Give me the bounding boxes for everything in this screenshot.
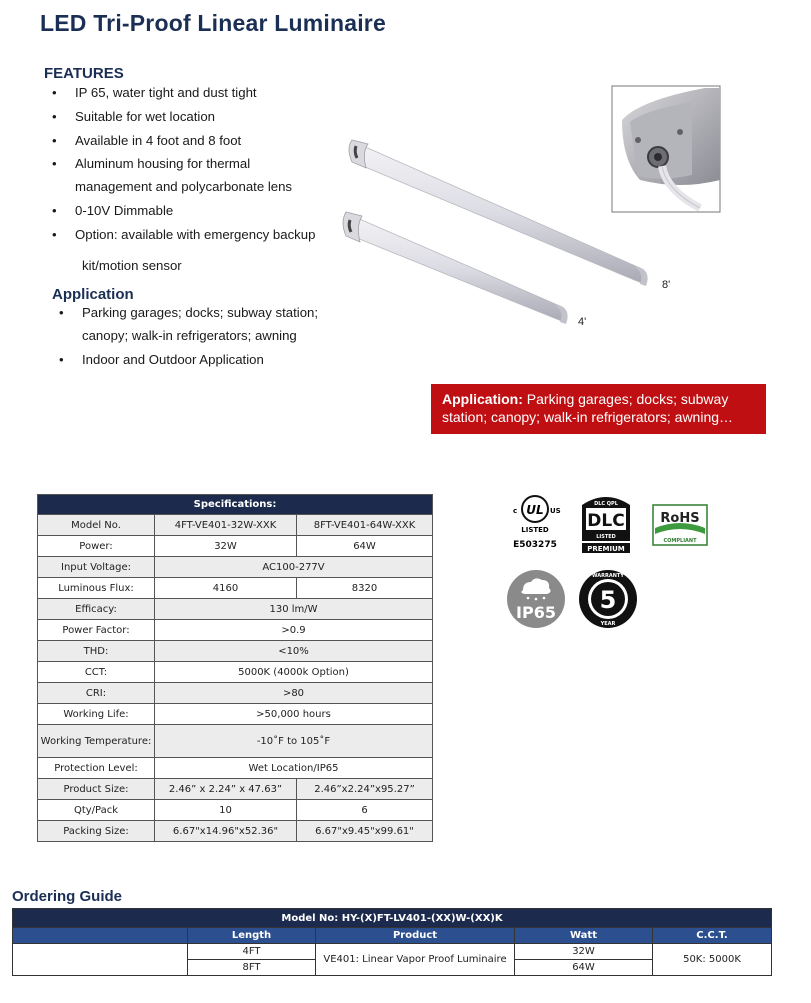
banner-text-line2: station; canopy; walk-in refrigerators; awning… bbox=[442, 409, 734, 425]
bullet: • bbox=[52, 85, 57, 100]
spec-value-4ft: 10 bbox=[155, 800, 297, 821]
table-header-row bbox=[38, 495, 433, 515]
spec-label: Working Life: bbox=[38, 704, 155, 725]
svg-text:WARRANTY: WARRANTY bbox=[592, 573, 624, 579]
specifications-header: Specifications: bbox=[38, 495, 433, 515]
spec-value: 5000K (4000k Option) bbox=[155, 662, 433, 683]
table-row bbox=[38, 683, 433, 704]
column-header-blank bbox=[13, 928, 188, 944]
table-row bbox=[38, 725, 433, 758]
bullet: • bbox=[52, 133, 57, 148]
spec-value-8ft: 6.67"x9.45"x99.61" bbox=[297, 821, 433, 842]
bullet: • bbox=[52, 227, 57, 242]
feature-item: Option: available with emergency backup bbox=[75, 227, 316, 242]
features-heading: FEATURES bbox=[44, 65, 124, 82]
spec-value: >50,000 hours bbox=[155, 704, 433, 725]
spec-value-4ft: 4160 bbox=[155, 578, 297, 599]
spec-value-8ft: 2.46”x2.24”x95.27” bbox=[297, 779, 433, 800]
svg-text:DLC: DLC bbox=[587, 511, 625, 531]
spec-label: CRI: bbox=[38, 683, 155, 704]
five-year-warranty-logo bbox=[577, 568, 639, 630]
column-header-cct: C.C.T. bbox=[653, 928, 772, 944]
length-cell: 4FT bbox=[188, 944, 316, 960]
spec-value-8ft: 8FT-VE401-64W-XXK bbox=[297, 515, 433, 536]
svg-text:PREMIUM: PREMIUM bbox=[587, 545, 625, 553]
svg-text:IP65: IP65 bbox=[516, 603, 556, 622]
blank-cell bbox=[13, 944, 188, 976]
spec-value-8ft: 8320 bbox=[297, 578, 433, 599]
spec-label: Power Factor: bbox=[38, 620, 155, 641]
table-row bbox=[38, 800, 433, 821]
spec-label: Qty/Pack bbox=[38, 800, 155, 821]
bullet: • bbox=[59, 352, 64, 367]
spec-label: Input Voltage: bbox=[38, 557, 155, 578]
spec-label: Model No. bbox=[38, 515, 155, 536]
feature-item: management and polycarbonate lens bbox=[75, 179, 293, 194]
bullet: • bbox=[52, 109, 57, 124]
bullet: • bbox=[59, 305, 64, 320]
feature-item: Suitable for wet location bbox=[75, 109, 216, 124]
feature-item: Aluminum housing for thermal bbox=[75, 156, 251, 171]
spec-label: Efficacy: bbox=[38, 599, 155, 620]
table-row bbox=[38, 557, 433, 578]
table-row bbox=[38, 779, 433, 800]
bullet: • bbox=[52, 156, 57, 171]
specifications-table bbox=[37, 494, 433, 842]
label-8ft: 8' bbox=[662, 279, 671, 291]
feature-item: IP 65, water tight and dust tight bbox=[75, 85, 257, 100]
svg-text:c: c bbox=[513, 507, 518, 515]
fixture-8ft bbox=[349, 140, 648, 286]
spec-value-4ft: 6.67"x14.96"x52.36" bbox=[155, 821, 297, 842]
svg-text:LISTED: LISTED bbox=[521, 526, 549, 534]
spec-value: -10˚F to 105˚F bbox=[155, 725, 433, 758]
spec-value-8ft: 64W bbox=[297, 536, 433, 557]
table-row bbox=[38, 821, 433, 842]
application-banner bbox=[431, 384, 766, 434]
feature-item: 0-10V Dimmable bbox=[75, 203, 174, 218]
bullet: • bbox=[52, 203, 57, 218]
spec-value-4ft: 2.46” x 2.24” x 47.63” bbox=[155, 779, 297, 800]
table-row bbox=[38, 704, 433, 725]
spec-value: AC100-277V bbox=[155, 557, 433, 578]
spec-value: >80 bbox=[155, 683, 433, 704]
table-row bbox=[38, 758, 433, 779]
length-cell: 8FT bbox=[188, 960, 316, 976]
svg-text:US: US bbox=[550, 507, 561, 515]
banner-label: Application: bbox=[442, 391, 523, 407]
application-item: canopy; walk-in refrigerators; awning bbox=[82, 328, 297, 343]
application-item: Indoor and Outdoor Application bbox=[82, 352, 264, 367]
spec-label: CCT: bbox=[38, 662, 155, 683]
banner-text-line1: Parking garages; docks; subway bbox=[522, 391, 729, 407]
product-cell: VE401: Linear Vapor Proof Luminaire bbox=[316, 944, 515, 976]
spec-value: <10% bbox=[155, 641, 433, 662]
table-row bbox=[38, 599, 433, 620]
table-row bbox=[38, 578, 433, 599]
spec-label: Packing Size: bbox=[38, 821, 155, 842]
watt-cell: 32W bbox=[515, 944, 653, 960]
spec-label: Protection Level: bbox=[38, 758, 155, 779]
dlc-premium-logo bbox=[578, 493, 634, 555]
model-number-row bbox=[13, 909, 772, 928]
table-row bbox=[38, 641, 433, 662]
spec-label: Product Size: bbox=[38, 779, 155, 800]
svg-text:UL: UL bbox=[526, 503, 544, 517]
svg-text:E503275: E503275 bbox=[513, 540, 557, 550]
column-header-length: Length bbox=[188, 928, 316, 944]
svg-text:LISTED: LISTED bbox=[596, 534, 616, 540]
spec-label: Power: bbox=[38, 536, 155, 557]
page-title: LED Tri-Proof Linear Luminaire bbox=[40, 10, 386, 36]
ip65-logo bbox=[505, 568, 567, 630]
ul-listed-logo bbox=[505, 492, 565, 554]
spec-value-4ft: 32W bbox=[155, 536, 297, 557]
cct-cell: 50K: 5000K bbox=[653, 944, 772, 976]
svg-text:DLC QPL: DLC QPL bbox=[594, 501, 618, 507]
model-number-format: Model No: HY-(X)FT-LV401-(XX)W-(XX)K bbox=[13, 909, 772, 928]
feature-item: Available in 4 foot and 8 foot bbox=[75, 133, 242, 148]
spec-value: >0.9 bbox=[155, 620, 433, 641]
table-row bbox=[38, 620, 433, 641]
table-row bbox=[38, 515, 433, 536]
svg-text:YEAR: YEAR bbox=[600, 621, 616, 627]
ordering-guide-table bbox=[12, 908, 772, 976]
spec-value-8ft: 6 bbox=[297, 800, 433, 821]
spec-value: Wet Location/IP65 bbox=[155, 758, 433, 779]
table-header-row bbox=[13, 928, 772, 944]
svg-text:COMPLIANT: COMPLIANT bbox=[663, 538, 697, 544]
watt-cell: 64W bbox=[515, 960, 653, 976]
spec-label: THD: bbox=[38, 641, 155, 662]
column-header-watt: Watt bbox=[515, 928, 653, 944]
application-heading: Application bbox=[52, 286, 134, 303]
ordering-guide-heading: Ordering Guide bbox=[12, 888, 123, 905]
table-row bbox=[38, 662, 433, 683]
product-image bbox=[340, 80, 730, 340]
spec-label: Working Temperature: bbox=[38, 725, 155, 758]
label-4ft: 4' bbox=[578, 316, 587, 328]
table-row bbox=[13, 944, 772, 960]
spec-value: 130 lm/W bbox=[155, 599, 433, 620]
connector-detail-photo bbox=[612, 86, 720, 212]
svg-text:5: 5 bbox=[599, 586, 617, 614]
spec-label: Luminous Flux: bbox=[38, 578, 155, 599]
column-header-product: Product bbox=[316, 928, 515, 944]
application-item: Parking garages; docks; subway station; bbox=[82, 305, 319, 320]
rohs-logo bbox=[652, 504, 708, 546]
feature-item: kit/motion sensor bbox=[82, 258, 182, 273]
spec-value-4ft: 4FT-VE401-32W-XXK bbox=[155, 515, 297, 536]
table-row bbox=[38, 536, 433, 557]
svg-text:RoHS: RoHS bbox=[660, 511, 700, 526]
